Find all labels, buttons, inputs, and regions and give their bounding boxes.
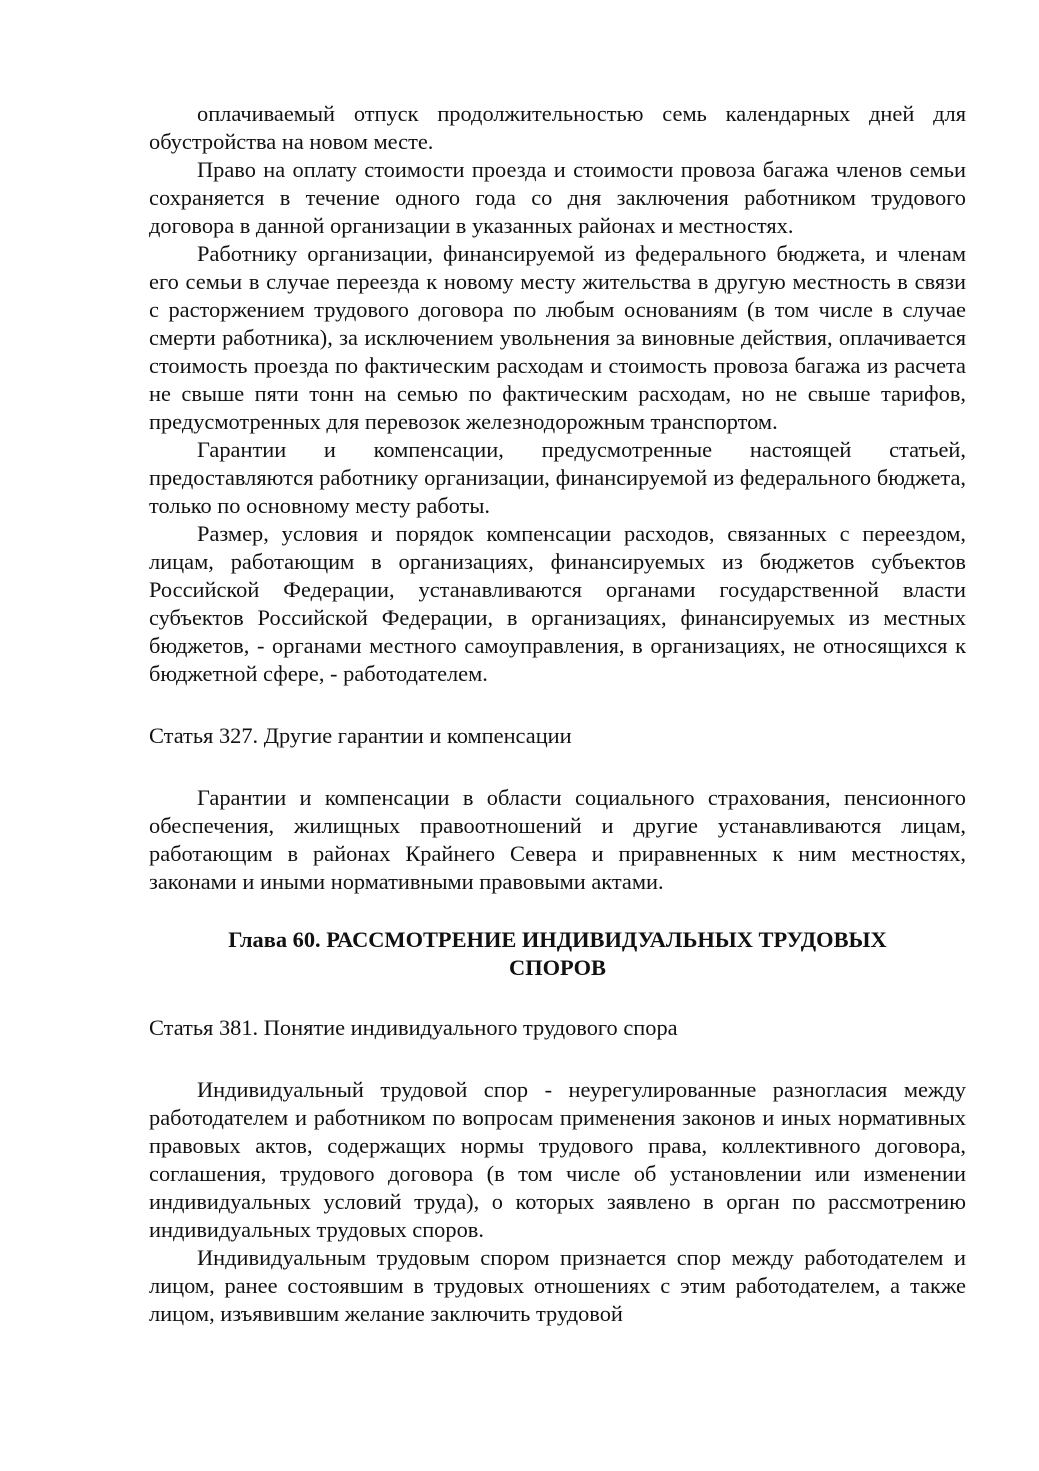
article-327-text: Гарантии и компенсации в области социального страхования, пенсионного обеспечения, жилищных правоотношений и другие устанавливаются лицам, работающим в районах Крайнего Севера и приравненных к ним местностях, законами и иными нормативными правовыми актами. bbox=[149, 785, 966, 894]
paragraph-family-travel-right: Право на оплату стоимости проезда и стоимости провоза багажа членов семьи сохраняется в течение одного года со дня заключения работником трудового договора в данной организации в указанных районах и местностях. bbox=[149, 157, 966, 238]
article-381-paragraph-definition: Индивидуальный трудовой спор - неурегулированные разногласия между работодателем и работником по вопросам применения законов и иных нормативных правовых актов, содержащих нормы трудового права, коллективного договора, соглашения, трудового договора (в том числе об установлении или изменении индивидуальных условий труда), о которых заявлено в орган по рассмотрению индивидуальных трудовых споров. bbox=[149, 1077, 966, 1242]
chapter-60-title: Глава 60. РАССМОТРЕНИЕ ИНДИВИДУАЛЬНЫХ ТРУДОВЫХ СПОРОВ bbox=[228, 927, 887, 980]
document-page bbox=[149, 100, 966, 1328]
paragraph-compensation-size: Размер, условия и порядок компенсации расходов, связанных с переездом, лицам, работающим в организациях, финансируемых из бюджетов субъектов Российской Федерации, устанавливаются органами государственной власти субъектов Российской Федерации, в организациях, финансируемых из местных бюджетов, - органами местного самоуправления, в организациях, не относящихся к бюджетной сфере, - работодателем. bbox=[149, 521, 966, 686]
article-381-paragraph-recognized: Индивидуальным трудовым спором признается спор между работодателем и лицом, ранее состоявшим в трудовых отношениях с этим работодателем, а также лицом, изъявившим желание заключить трудовой bbox=[149, 1245, 966, 1326]
article-381-title: Статья 381. Понятие индивидуального трудового спора bbox=[149, 1015, 678, 1040]
paragraph-relocation-costs: Работнику организации, финансируемой из федерального бюджета, и членам его семьи в случае переезда к новому месту жительства в другую местность в связи с расторжением трудового договора по любым основаниям (в том числе в случае смерти работника), за исключением увольнения за виновные действия, оплачивается стоимость проезда по фактическим расходам и стоимость провоза багажа из расчета не свыше пяти тонн на семью по фактическим расходам, но не свыше тарифов, предусмотренных для перевозок железнодорожным транспортом. bbox=[149, 241, 966, 434]
paragraph-guarantees-main-job: Гарантии и компенсации, предусмотренные настоящей статьей, предоставляются работнику организации, финансируемой из федерального бюджета, только по основному месту работы. bbox=[149, 437, 966, 518]
article-327-title: Статья 327. Другие гарантии и компенсации bbox=[149, 723, 572, 748]
paragraph-vacation: оплачиваемый отпуск продолжительностью семь календарных дней для обустройства на новом месте. bbox=[149, 101, 966, 154]
